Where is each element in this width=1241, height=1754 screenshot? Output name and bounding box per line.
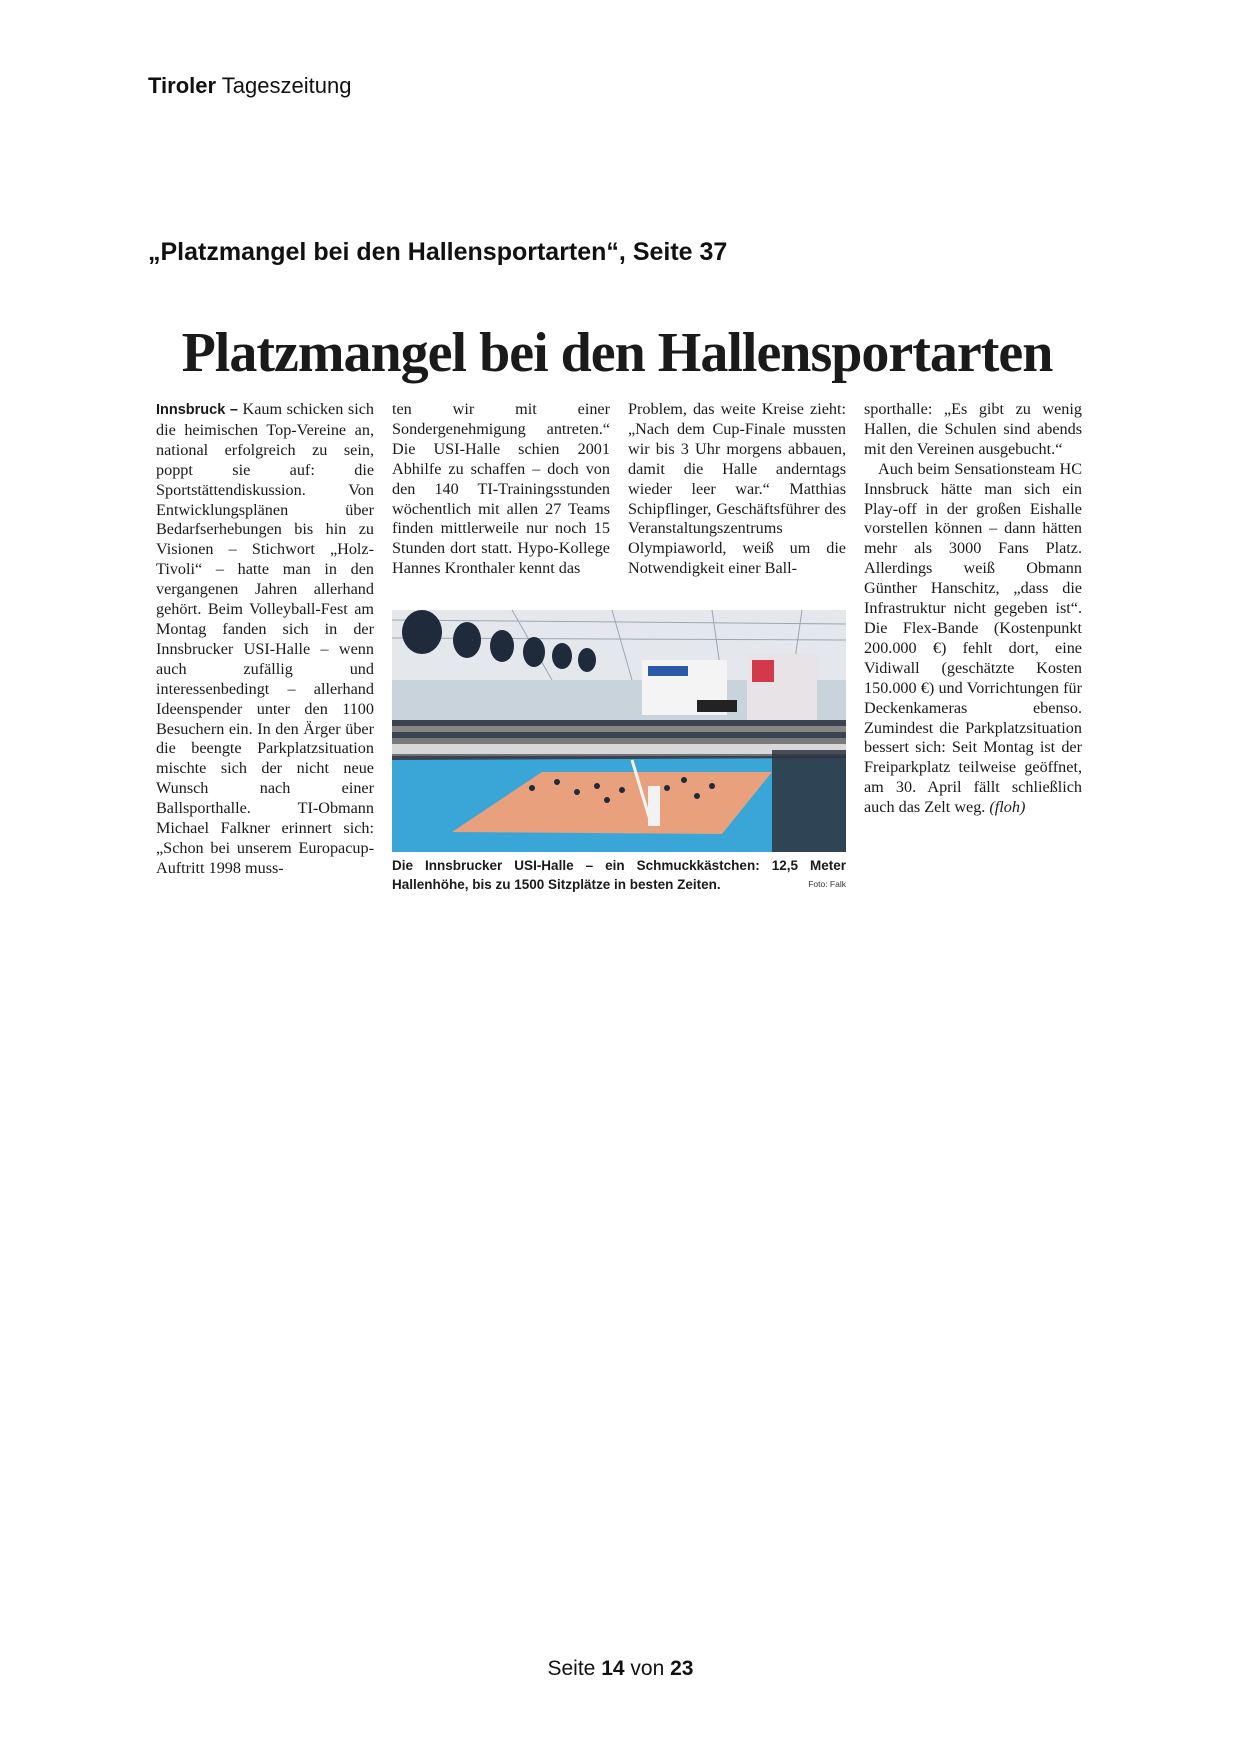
publication-name — [148, 72, 351, 100]
photo-credit: Foto: Falk — [808, 879, 846, 889]
article-headline: Platzmangel bei den Hallensportarten — [181, 322, 1053, 384]
article-byline: (floh) — [989, 798, 1026, 817]
article-column-2-text: ten wir mit einer Sondergenehmigung antreten.“ Die USI-Halle schien 2001 Abhilfe zu schaffen – doch von den 140 TI-Trainingsstunden wöchentlich mit allen 27 Teams finden mittlerweile nur noch 15 Stunden dort statt. Hypo-Kollege Hannes Kronthaler kennt das — [392, 400, 610, 578]
article-column-1 — [156, 400, 374, 879]
footer-prefix: Seite — [547, 1657, 596, 1680]
photo-caption — [392, 856, 846, 894]
article-reference: „Platzmangel bei den Hallensportarten“, Seite 37 — [148, 238, 728, 266]
article-column-4-paragraph-2 — [864, 460, 1082, 818]
sponsor-banner-right-logo — [752, 660, 774, 682]
article-column-3 — [628, 400, 846, 580]
footer-page-total: 23 — [670, 1657, 694, 1680]
volleyball-hall-photo — [392, 610, 846, 852]
publication-name-bold: Tiroler — [148, 73, 217, 98]
article-column-3-text: Problem, das weite Kreise zieht: „Nach dem Cup-Finale mussten wir bis 3 Uhr morgens abbauen, damit die Halle anderntags wieder leer war.“ Matthias Schipflinger, Geschäftsführer des Veranstaltungszentrums Olympiaworld, weiß um die Notwendigkeit einer Ball- — [628, 400, 846, 578]
article-column-2 — [392, 400, 610, 580]
article-column-1-text: Kaum schicken sich die heimischen Top-Vereine an, national erfolgreich zu sein, poppt sie auf: die Sportstättendiskussion. Von Entwicklungsplänen über Bedarfserhebungen bis hin zu Visionen – Stichwort „Holz-Tivoli“ – hatte man in den vergangenen Jahren allerhand gehört. Beim Volleyball-Fest am Montag fanden sich in der Innsbrucker USI-Halle – wenn auch zufällig und interessenbedingt – allerhand Ideenspender unter den 1100 Besuchern ein. In den Ärger über die beengte Parkplatzsituation mischte sich der nicht neue Wunsch nach einer Ballsporthalle. TI-Obmann Michael Falkner erinnert sich: „Schon bei unserem Europacup-Auftritt 1998 muss- — [156, 400, 374, 877]
sponsor-banner-left-logo — [648, 666, 688, 676]
footer-page-number: 14 — [601, 1657, 625, 1680]
photo-caption-text: Die Innsbrucker USI-Halle – ein Schmuckkästchen: 12,5 Meter Hallenhöhe, bis zu 1500 Sitzplätze in besten Zeiten. — [392, 858, 846, 892]
foreground-spectators — [772, 750, 846, 852]
article-dateline: Innsbruck – — [156, 402, 238, 418]
page-footer — [0, 1656, 1241, 1682]
article-column-4-paragraph-1: sporthalle: „Es gibt zu wenig Hallen, die Schulen sind abends mit den Vereinen ausgebucht.“ — [864, 400, 1082, 458]
newspaper-clipping — [152, 318, 1082, 902]
scoreboard — [697, 700, 737, 712]
article-column-4-paragraph-2-text: Auch beim Sensationsteam HC Innsbruck hätte man sich ein Play-off in der großen Eishalle vorstellen können – dann hätten mehr als 3000 Fans Platz. Allerdings weiß Obmann Günther Hanschitz, „dass die Infrastruktur nicht gegeben ist“. Die Flex-Bande (Kostenpunkt 200.000 €) fehlt dort, eine Vidiwall (geschätzte Kosten 150.000 €) und Vorrichtungen für Deckenkameras ebenso. Zumindest die Parkplatzsituation bessert sich: Seit Montag ist der Freiparkplatz teilweise geöffnet, am 30. April fällt schließlich auch das Zelt weg. — [864, 459, 1082, 817]
volleyball-hall-illustration — [392, 610, 846, 852]
footer-middle: von — [630, 1657, 665, 1680]
referee-stand — [648, 786, 660, 826]
publication-name-rest: Tageszeitung — [221, 73, 352, 98]
article-column-4 — [864, 400, 1082, 818]
